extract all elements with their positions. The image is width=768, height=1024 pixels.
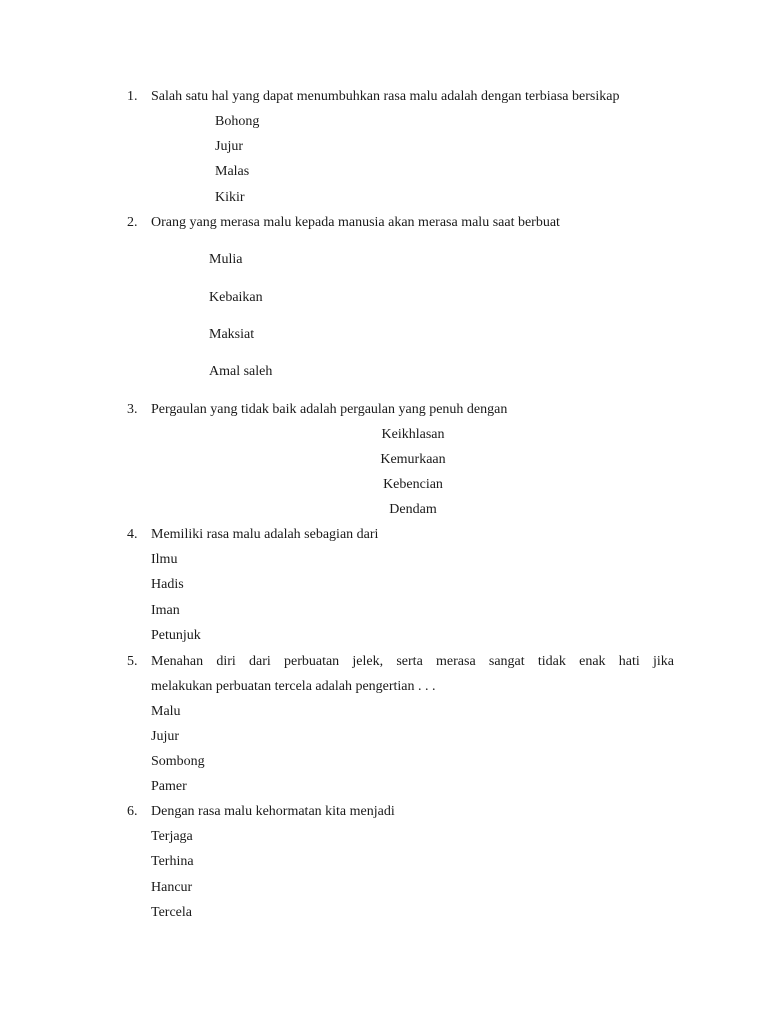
answer-option: Kebaikan <box>209 290 263 305</box>
question-text: Memiliki rasa malu adalah sebagian dari <box>151 527 379 542</box>
question-number: 4. <box>127 527 138 542</box>
answer-option: Maksiat <box>209 327 255 342</box>
answer-option: Hadis <box>151 577 184 592</box>
answer-option: Kebencian <box>383 477 443 492</box>
answer-option: Keikhlasan <box>381 427 445 442</box>
answer-option: Sombong <box>151 754 205 769</box>
answer-option: Hancur <box>151 880 193 895</box>
answer-option: Amal saleh <box>209 364 273 379</box>
question-text-line-1: Menahan diri dari perbuatan jelek, serta merasa sangat tidak enak hati jika <box>151 654 674 669</box>
question-text: Dengan rasa malu kehormatan kita menjadi <box>151 804 395 819</box>
question-number: 3. <box>127 402 138 417</box>
answer-option: Malas <box>215 164 250 179</box>
question-text: Salah satu hal yang dapat menumbuhkan rasa malu adalah dengan terbiasa bersikap <box>151 89 620 104</box>
answer-option: Malu <box>151 704 181 719</box>
answer-option: Pamer <box>151 779 187 794</box>
question-number: 2. <box>127 215 138 230</box>
answer-option: Dendam <box>389 502 437 517</box>
answer-option: Iman <box>151 603 180 618</box>
question-number: 6. <box>127 804 138 819</box>
answer-option: Tercela <box>151 905 192 920</box>
answer-option: Jujur <box>215 139 243 154</box>
question-text: Orang yang merasa malu kepada manusia akan merasa malu saat berbuat <box>151 215 560 230</box>
answer-option: Kemurkaan <box>380 452 446 467</box>
answer-option: Ilmu <box>151 552 178 567</box>
answer-option: Kikir <box>215 190 245 205</box>
question-number: 5. <box>127 654 138 669</box>
answer-option: Jujur <box>151 729 179 744</box>
question-text: Pergaulan yang tidak baik adalah pergaulan yang penuh dengan <box>151 402 508 417</box>
answer-option: Terjaga <box>151 829 193 844</box>
question-number: 1. <box>127 89 138 104</box>
answer-option: Bohong <box>215 114 260 129</box>
question-text-line-2: melakukan perbuatan tercela adalah pengertian . . . <box>151 679 436 694</box>
answer-option: Petunjuk <box>151 628 201 643</box>
answer-option: Terhina <box>151 854 194 869</box>
answer-option: Mulia <box>209 252 243 267</box>
